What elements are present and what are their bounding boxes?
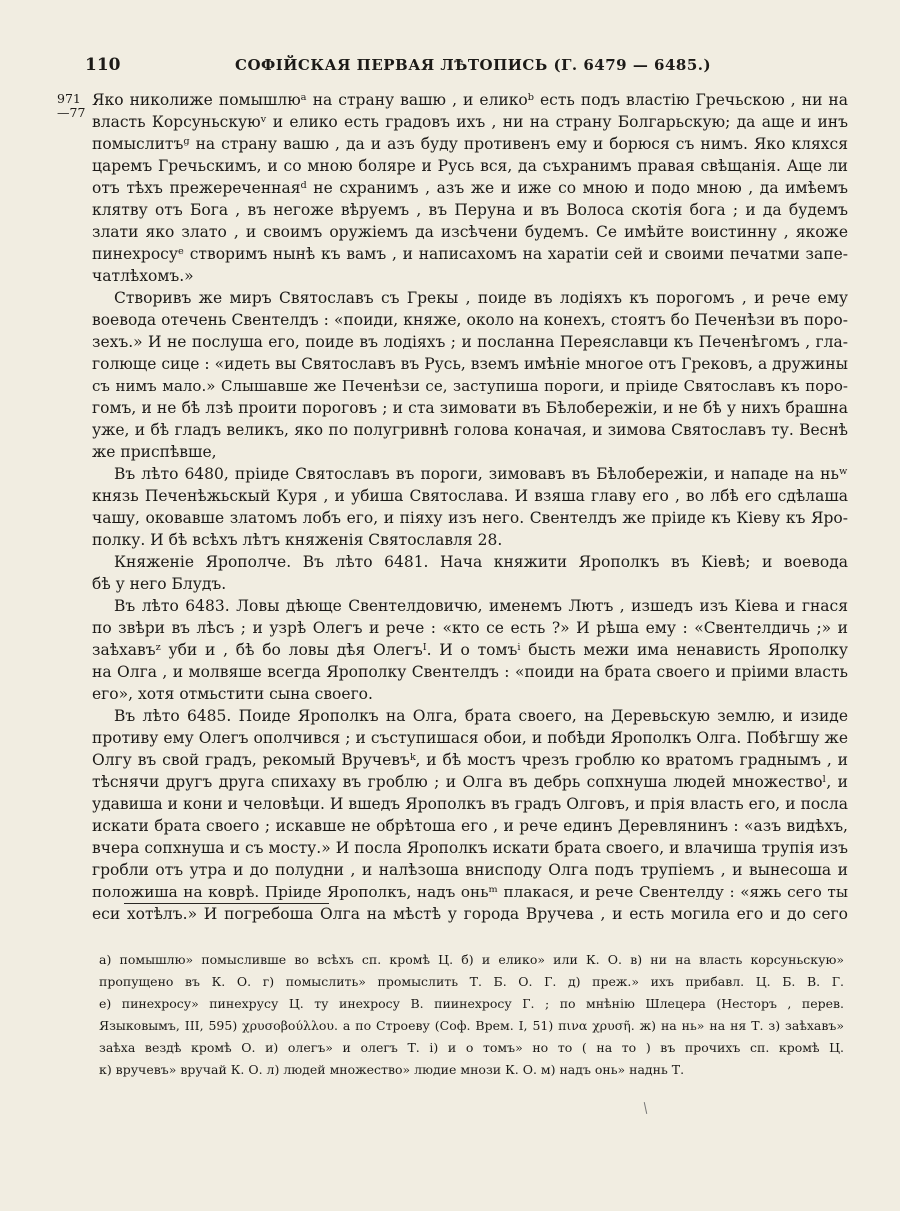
running-title: СОФІЙСКАЯ ПЕРВАЯ ЛѢТОПИСЬ (Г. 6479 — 6485.) [235, 56, 712, 74]
text-line: же приспѣвше, [92, 443, 217, 461]
text-line: удавиша и кони и человѣци. И вшедъ Ярополкъ въ градъ Олговъ, и прія власть его, и посла [92, 795, 848, 813]
margin-year-top: 971 [57, 91, 81, 106]
text-line: царемъ Гречьскимъ, и со мною боляре и Русь вся, да съхранимъ правая свѣщанія. Аще ли [92, 157, 848, 175]
text-line: чашу, оковавше златомъ лобъ его, и піяху изъ него. Свентелдъ же пріиде къ Кіеву къ Яро- [92, 509, 848, 527]
section-heading-line: Княженіе Ярополче. Въ лѣто 6481. Нача княжити Ярополкъ въ Кіевѣ; и воевода [114, 553, 848, 571]
text-line: Въ лѣто 6483. Ловы дѣюще Свентелдовичю, именемъ Лютъ , изшедъ изъ Кіева и гнася [114, 597, 848, 615]
text-line: чатлѣхомъ.» [92, 267, 194, 285]
text-line: злати яко злато , и своимъ оружіемъ да изсѣчени будемъ. Се имѣйте воистинну , якоже [92, 223, 848, 241]
footnote-line: а) помышлю» помысливше во всѣхъ сп. кромѣ Ц. б) и елико» или К. О. в) ни на власть корсуньскую» [99, 952, 844, 967]
page-number: 110 [85, 55, 121, 75]
text-line: положиша на коврѣ. Пріиде Ярополкъ, надъ оньᵐ плакася, и рече Свентелду : «яжь сего ты [92, 883, 848, 901]
text-line: вчера сопхнуша и съ мосту.» И посла Ярополкъ искати брата своего, и влачиша трупія изъ [92, 839, 848, 857]
text-line: искати брата своего ; искавше не обрѣтоша его , и рече единъ Деревлянинъ : «азъ видѣхъ, [92, 817, 848, 835]
text-line: помыслитъᵍ на страну вашю , да и азъ буду противенъ ему и борюся съ нимъ. Яко кляхся [92, 135, 848, 153]
text-line: бѣ у него Блудъ. [92, 575, 227, 593]
text-line: Олгу въ свой градъ, рекомый Вручевъᵏ, и бѣ мостъ чрезъ гроблю ко вратомъ граднымъ , и [92, 751, 848, 769]
text-line: власть Корсуньскуюᵛ и елико есть градовъ ихъ , ни на страну Болгарьскую; да аще и инъ [92, 113, 848, 131]
text-line: съ нимъ мало.» Слышавше же Печенѣзи се, заступиша пороги, и пріиде Святославъ къ поро- [92, 377, 848, 395]
footnote-line: е) пинехросу» пинехрусу Ц. ту инехросу В. пиинехросу Г. ; по мнѣнію Шлецера (Несторъ , перев. [99, 996, 844, 1011]
footnote-separator [124, 903, 329, 904]
text-line: полку. И бѣ всѣхъ лѣтъ княженія Святославля 28. [92, 531, 503, 549]
text-line: Въ лѣто 6480, пріиде Святославъ въ пороги, зимовавъ въ Бѣлобережіи, и нападе на ньʷ [114, 465, 848, 483]
footnote-line: пропущено въ К. О. г) помыслить» промыслить Т. Б. О. Г. д) преж.» ихъ прибавл. Ц. Б. В. Г. [99, 974, 844, 989]
text-line: еси хотѣлъ.» И погребоша Олга на мѣстѣ у города Вручева , и есть могила его и до сего [92, 905, 848, 923]
text-line: зехъ.» И не послуша его, поиде въ лодіяхъ ; и посланна Переяславци къ Печенѣгомъ , гла- [92, 333, 848, 351]
text-line: Въ лѣто 6485. Поиде Ярополкъ на Олга, брата своего, на Деревьскую землю, и изиде [114, 707, 848, 725]
text-line: пинехросуᵉ створимъ нынѣ къ вамъ , и написахомъ на харатіи сей и своими печатми запе- [92, 245, 848, 263]
text-line: его», хотя отмьстити сына своего. [92, 685, 373, 703]
text-line: гомъ, и не бѣ лзѣ проити пороговъ ; и ста зимовати въ Бѣлобережіи, и не бѣ у нихъ брашна [92, 399, 848, 417]
print-mark [644, 1102, 647, 1114]
text-line: на Олга , и молвяше всегда Ярополку Свентелдъ : «поиди на брата своего и пріими власть [92, 663, 848, 681]
text-line: заѣхавъᶻ уби и , бѣ бо ловы дѣя Олегъᴵ. И о томъⁱ бысть межи има ненависть Ярополку [92, 641, 848, 659]
text-line: Створивъ же миръ Святославъ съ Грекы , поиде въ лодіяхъ къ порогомъ , и рече ему [114, 289, 848, 307]
text-line: воевода отечень Свентелдъ : «поиди, княже, около на конехъ, стоятъ бо Печенѣзи въ поро- [92, 311, 848, 329]
text-line: отъ тѣхъ прежереченнаяᵈ не схранимъ , азъ же и иже со мною и подо мною , да имѣемъ [92, 179, 848, 197]
text-line: голюще сице : «идеть вы Святославъ въ Русь, вземъ имѣніе многое отъ Грековъ, а дружины [92, 355, 848, 373]
text-line: уже, и бѣ гладъ великъ, яко по полугривнѣ голова коначая, и зимова Святославъ ту. Веснѣ [92, 421, 848, 439]
page-header [85, 55, 855, 79]
margin-year-bottom: —77 [57, 105, 86, 120]
text-line: Яко николиже помышлюᵃ на страну вашю , и еликоᵇ есть подъ властію Гречьскою , ни на [92, 91, 848, 109]
text-line: князь Печенѣжьскый Куря , и убиша Святослава. И взяша главу его , во лбѣ его сдѣлаша [92, 487, 848, 505]
footnote-line: к) вручевъ» вручай К. О. л) людей множество» людие мнози К. О. м) надъ онь» наднь Т. [99, 1062, 685, 1077]
footnote-line: Языковымъ, III, 595) χρυσοβούλλου. а по Строеву (Соф. Врем. I, 51) πινα χρυσῆ. ж) на нь» на ня Т. з) заѣхавъ» [99, 1018, 844, 1033]
text-line: по звѣри въ лѣсъ ; и узрѣ Олегъ и рече : «кто се есть ?» И рѣша ему : «Свентелдичь ;» и [92, 619, 848, 637]
footnote-line: заѣха вездѣ кромѣ О. и) олегъ» и олегъ Т. і) и о томъ» но то ( на то ) въ прочихъ сп. кромѣ Ц. [99, 1040, 844, 1055]
text-line: гробли отъ утра и до полудни , и налѣзоша внисподу Олга подъ трупіемъ , и вынесоша и [92, 861, 848, 879]
text-line: клятву отъ Бога , въ негоже вѣруемъ , въ Перуна и въ Волоса скотія бога ; и да будемъ [92, 201, 848, 219]
text-line: тѣснячи другъ друга спихаху въ гроблю ; и Олга въ дебрь сопхнуша людей множествоˡ, и [92, 773, 848, 791]
text-line: противу ему Олегъ ополчився ; и съступишася обои, и побѣди Ярополкъ Олга. Побѣгшу же [92, 729, 848, 747]
